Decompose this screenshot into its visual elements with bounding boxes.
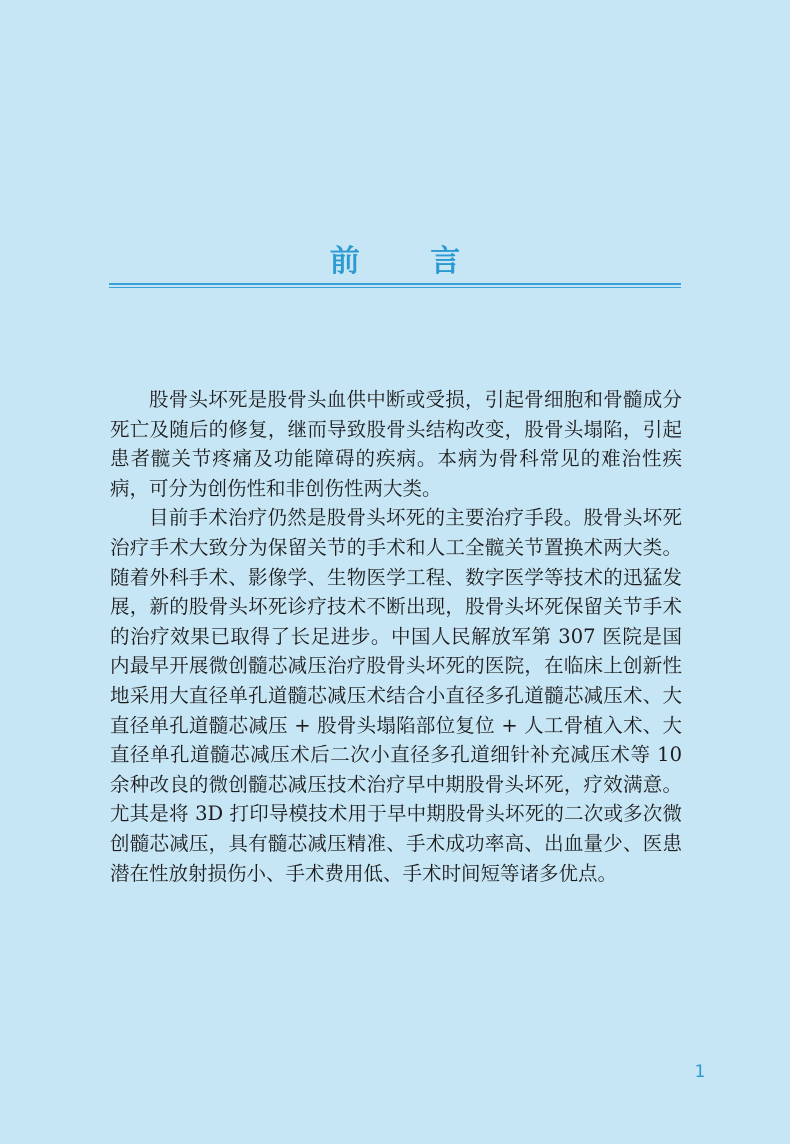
page-title: 前 言 — [329, 244, 491, 279]
paragraph-2: 目前手术治疗仍然是股骨头坏死的主要治疗手段。股骨头坏死治疗手术大致分为保留关节的手术和人工全髋关节置换术两大类。随着外科手术、影像学、生物医学工程、数字医学等技术的迅猛发展，新的股骨头坏死诊疗技术不断出现，股骨头坏死保留关节手术的治疗效果已取得了长足进步。中国人民解放军第 307 医院是国内最早开展微创髓芯减压治疗股骨头坏死的医院，在临床上创新性地采用大直径单孔道髓芯减压术结合小直径多孔道髓芯减压术、大直径单孔道髓芯减压 + 股骨头塌陷部位复位 + 人工骨植入术、大直径单孔道髓芯减压术后二次小直径多孔道细针补充减压术等 10 余种改良的微创髓芯减压技术治疗早中期股骨头坏死，疗效满意。尤其是将 3D 打印导模技术用于早中期股骨头坏死的二次或多次微创髓芯减压，具有髓芯减压精准、手术成功率高、出血量少、医患潜在性放射损伤小、手术费用低、手术时间短等诸多优点。 — [110, 506, 682, 885]
paragraph-1: 股骨头坏死是股骨头血供中断或受损，引起骨细胞和骨髓成分死亡及随后的修复，继而导致股骨头结构改变，股骨头塌陷，引起患者髋关节疼痛及功能障碍的疾病。本病为骨科常见的难治性疾病，可分为创伤性和非创伤性两大类。 — [110, 388, 682, 500]
body-text — [110, 385, 682, 888]
title-rule-bottom — [109, 287, 681, 288]
page-number: 1 — [694, 1062, 706, 1082]
title-rule-top — [109, 283, 681, 285]
